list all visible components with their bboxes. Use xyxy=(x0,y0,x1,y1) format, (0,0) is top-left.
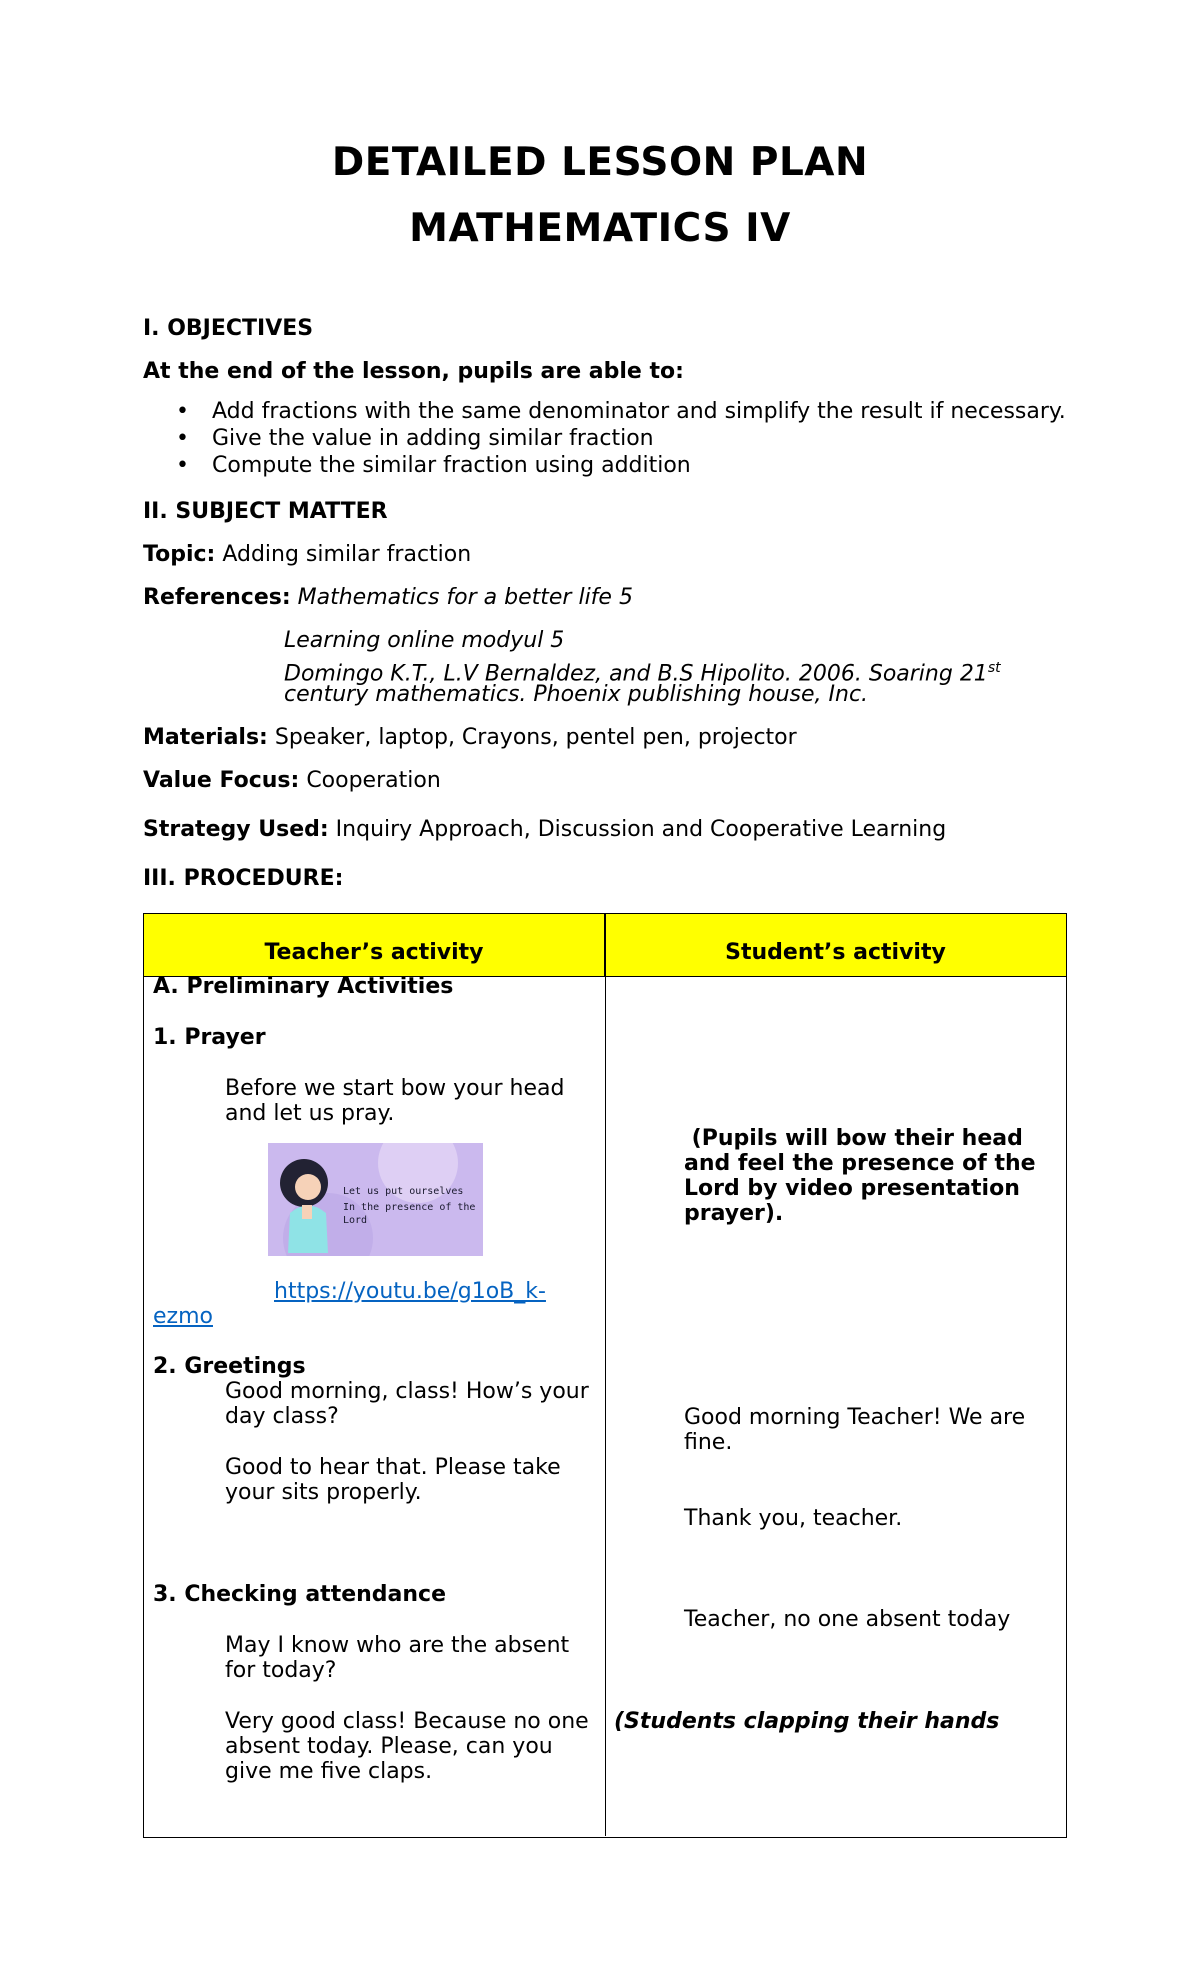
prayer-student-3: Lord by video presentation xyxy=(684,1176,1020,1201)
prayer-text-2: and let us pray. xyxy=(225,1101,395,1126)
attendance-teacher-5: give me five claps. xyxy=(225,1759,433,1784)
thumbnail-caption-2: In the presence of the Lord xyxy=(343,1202,476,1226)
bullet-icon: • xyxy=(176,399,189,424)
greetings-teacher-4: your sits properly. xyxy=(225,1480,422,1505)
objectives-list xyxy=(176,398,1066,479)
greetings-teacher-2: day class? xyxy=(225,1404,339,1429)
topic-value: Adding similar fraction xyxy=(222,542,472,567)
reference-3-cont: century mathematics. Phoenix publishing house, Inc. xyxy=(284,682,869,707)
list-item: • Give the value in adding similar fraction xyxy=(176,426,654,451)
greetings-student-3: Thank you, teacher. xyxy=(684,1506,903,1531)
procedure-heading: III. PROCEDURE: xyxy=(143,866,344,891)
attendance-teacher-2: for today? xyxy=(225,1658,337,1683)
attendance-teacher-4: absent today. Please, can you xyxy=(225,1734,553,1759)
strategy-line xyxy=(143,817,946,843)
bullet-icon: • xyxy=(176,426,189,451)
prayer-text-1: Before we start bow your head xyxy=(225,1076,565,1101)
strategy-value: Inquiry Approach, Discussion and Cooperative Learning xyxy=(335,817,947,842)
references-line xyxy=(143,585,633,611)
greetings-student-2: fine. xyxy=(684,1430,733,1455)
prayer-heading: 1. Prayer xyxy=(153,1025,266,1050)
column-divider xyxy=(605,914,606,1836)
greetings-teacher-1: Good morning, class! How’s your xyxy=(225,1379,589,1404)
attendance-teacher-3: Very good class! Because no one xyxy=(225,1709,589,1734)
value-focus-value: Cooperation xyxy=(306,768,441,793)
prayer-student-2: and feel the presence of the xyxy=(684,1151,1036,1176)
reference-2: Learning online modyul 5 xyxy=(284,628,565,653)
student-column-header: Student’s activity xyxy=(605,914,1066,977)
strategy-label: Strategy Used: xyxy=(143,817,329,842)
greetings-teacher-3: Good to hear that. Please take xyxy=(225,1455,561,1480)
objectives-heading: I. OBJECTIVES xyxy=(143,316,314,341)
prayer-student-1: (Pupils will bow their head xyxy=(684,1126,1023,1151)
bullet-icon: • xyxy=(176,453,189,478)
greetings-heading: 2. Greetings xyxy=(153,1354,306,1379)
page-title: DETAILED LESSON PLAN xyxy=(331,140,869,185)
list-item: • Compute the similar fraction using addition xyxy=(176,453,691,478)
subject-matter-heading: II. SUBJECT MATTER xyxy=(143,499,388,524)
attendance-heading: 3. Checking attendance xyxy=(153,1582,447,1607)
value-focus-label: Value Focus: xyxy=(143,768,300,793)
preliminary-heading: A. Preliminary Activities xyxy=(153,974,454,999)
prayer-video-link-cont[interactable]: ezmo xyxy=(153,1304,213,1329)
attendance-student-1: Teacher, no one absent today xyxy=(684,1607,1011,1632)
attendance-teacher-1: May I know who are the absent xyxy=(225,1633,570,1658)
prayer-video-thumbnail[interactable] xyxy=(268,1143,483,1256)
materials-line xyxy=(143,725,797,751)
page-subtitle: MATHEMATICS IV xyxy=(409,206,791,251)
materials-value: Speaker, laptop, Crayons, pentel pen, projector xyxy=(274,725,797,750)
praying-child-illustration xyxy=(268,1143,483,1256)
objectives-intro: At the end of the lesson, pupils are able to: xyxy=(143,359,684,384)
topic-label: Topic: xyxy=(143,542,216,567)
teacher-column-header: Teacher’s activity xyxy=(144,914,605,977)
materials-label: Materials: xyxy=(143,725,268,750)
value-focus-line xyxy=(143,768,441,794)
attendance-student-2: (Students clapping their hands xyxy=(614,1709,1000,1734)
prayer-video-link[interactable]: https://youtu.be/g1oB_k- xyxy=(274,1279,546,1304)
topic-line xyxy=(143,542,471,568)
reference-3: Domingo K.T., L.V Bernaldez, and B.S Hipolito. 2006. Soaring 21st xyxy=(284,660,1001,687)
reference-1: Mathematics for a better life 5 xyxy=(297,585,633,610)
thumbnail-caption-1: Let us put ourselves xyxy=(343,1186,464,1197)
greetings-student-1: Good morning Teacher! We are xyxy=(684,1405,1026,1430)
references-label: References: xyxy=(143,585,291,610)
list-item: • Add fractions with the same denominator and simplify the result if necessary. xyxy=(176,399,1066,424)
prayer-student-4: prayer). xyxy=(684,1201,784,1226)
